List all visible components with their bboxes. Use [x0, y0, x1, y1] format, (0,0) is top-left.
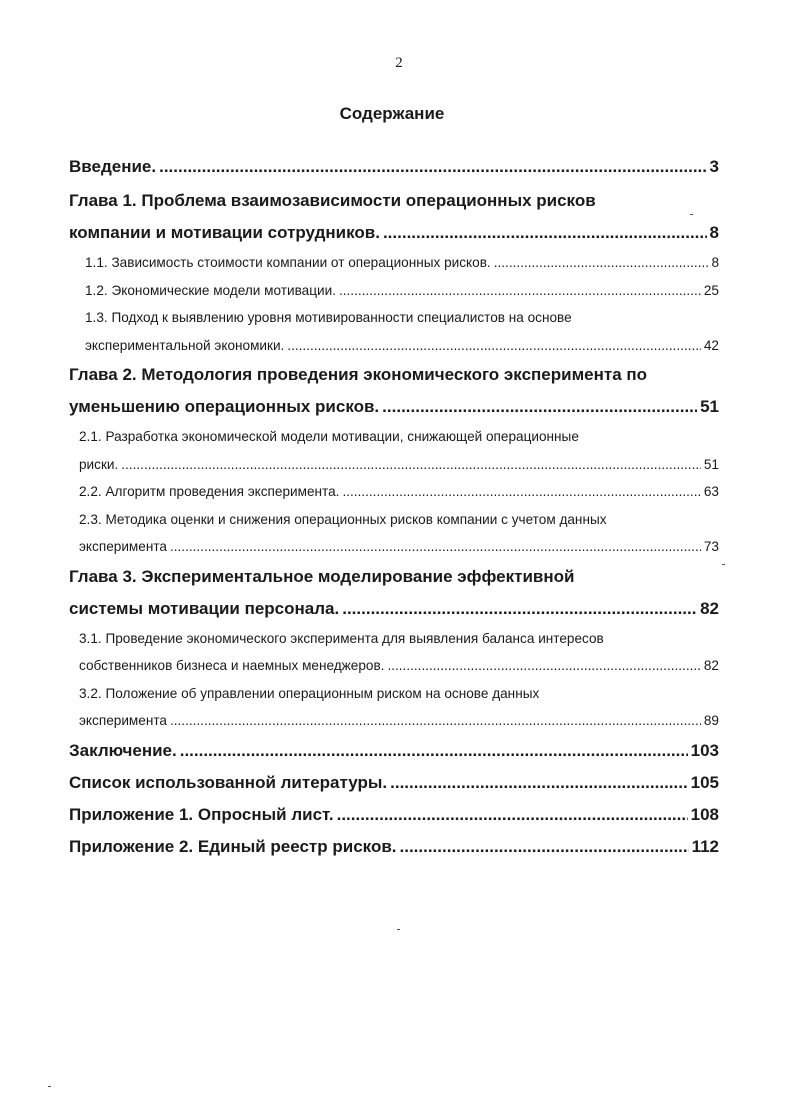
dot-leader	[342, 593, 697, 625]
toc-entry-label: 2.2. Алгоритм проведения эксперимента.	[79, 484, 340, 499]
toc-entry-continuation	[69, 332, 719, 360]
scan-speck	[722, 564, 725, 565]
toc-entry-page: 8	[711, 255, 719, 270]
toc-entry-page: 82	[703, 658, 719, 673]
toc-entry-page: 82	[700, 598, 719, 618]
toc-entry-label: риски.	[79, 456, 119, 472]
toc-entry-page: 3	[709, 157, 719, 176]
toc-section-1-1[interactable]	[69, 249, 719, 277]
toc-entry-label: 3.1. Проведение экономического эксперимента для выявления баланса интересов	[79, 630, 604, 646]
toc-entry-page: 108	[690, 804, 719, 824]
toc-section-1-2[interactable]	[69, 277, 719, 305]
dot-leader	[494, 249, 709, 277]
toc-chapter-title: Глава 2. Методология проведения экономического эксперимента по	[69, 365, 648, 384]
dot-leader	[400, 831, 689, 863]
toc-entry-label: Список использованной литературы.	[69, 772, 388, 792]
toc-entry-label: эксперимента	[79, 713, 167, 728]
dot-leader	[383, 217, 707, 249]
toc-section-2-2[interactable]	[69, 478, 719, 506]
toc-entry-page: 103	[690, 740, 719, 760]
toc-section-2-3[interactable]	[69, 506, 719, 561]
toc-chapter-title-end	[69, 391, 719, 423]
dot-leader	[159, 151, 706, 183]
toc-entry-label: 3.2. Положение об управлении операционным риском на основе данных	[79, 685, 540, 701]
toc-chapter-title: Глава 3. Экспериментальное моделирование эффективной	[69, 566, 575, 586]
toc-entry-label: собственников бизнеса и наемных менеджеров.	[79, 658, 385, 673]
table-of-contents	[69, 151, 719, 863]
toc-entry-label: эксперимента	[79, 539, 167, 554]
page-title: Содержание	[339, 104, 445, 123]
dot-leader	[287, 332, 701, 360]
toc-entry-label: Заключение.	[69, 740, 177, 760]
toc-entry-label: уменьшению операционных рисков.	[69, 397, 380, 416]
dot-leader	[390, 767, 688, 799]
toc-entry-page: 8	[709, 223, 719, 242]
toc-section-3-2[interactable]	[69, 680, 719, 735]
dot-leader	[170, 707, 701, 735]
toc-chapter-title: Глава 1. Проблема взаимозависимости операционных рисков	[69, 191, 596, 210]
toc-entry-label: компании и мотивации сотрудников.	[69, 223, 380, 242]
toc-chapter-2[interactable]	[69, 359, 719, 423]
toc-entry-page: 112	[691, 836, 719, 856]
dot-leader	[339, 277, 701, 305]
dot-leader	[342, 478, 700, 506]
toc-entry-label: экспериментальной экономики.	[85, 337, 285, 353]
dot-leader	[180, 735, 688, 767]
toc-entry-label: 1.3. Подход к выявлению уровня мотивированности специалистов на основе	[85, 310, 572, 325]
dot-leader	[387, 652, 700, 680]
toc-entry-conclusion[interactable]	[69, 735, 719, 767]
toc-entry-page: 51	[700, 397, 719, 416]
scan-speck	[397, 929, 400, 930]
toc-entry-label: Приложение 1. Опросный лист.	[69, 804, 334, 824]
dot-leader	[170, 533, 701, 561]
toc-section-1-3[interactable]	[69, 304, 719, 359]
toc-entry-page: 63	[703, 484, 719, 499]
toc-entry-label: Приложение 2. Единый реестр рисков.	[69, 836, 397, 856]
scan-speck	[48, 1086, 51, 1087]
toc-chapter-3[interactable]	[69, 561, 719, 625]
toc-entry-label: системы мотивации персонала.	[69, 598, 340, 618]
toc-entry-page: 42	[703, 337, 719, 353]
toc-chapter-title-end	[69, 217, 719, 249]
toc-entry-page: 73	[703, 539, 719, 554]
scan-speck	[690, 214, 693, 215]
toc-section-2-1[interactable]	[69, 423, 719, 478]
toc-chapter-title-end	[69, 593, 719, 625]
dot-leader	[382, 391, 697, 423]
dot-leader	[337, 799, 688, 831]
toc-chapter-1[interactable]	[69, 185, 719, 249]
toc-entry-page: 25	[703, 282, 719, 298]
dot-leader	[121, 451, 701, 479]
toc-entry-appendix-1[interactable]	[69, 799, 719, 831]
toc-entry-intro[interactable]	[69, 151, 719, 183]
toc-entry-references[interactable]	[69, 767, 719, 799]
toc-entry-continuation	[69, 707, 719, 735]
toc-entry-page: 51	[703, 456, 719, 472]
toc-entry-label: 2.3. Методика оценки и снижения операционных рисков компании с учетом данных	[79, 511, 607, 527]
toc-entry-appendix-2[interactable]	[69, 831, 719, 863]
toc-entry-label: 1.1. Зависимость стоимости компании от операционных рисков.	[85, 255, 491, 270]
toc-entry-continuation	[69, 451, 719, 479]
toc-section-3-1[interactable]	[69, 625, 719, 680]
toc-entry-label: 2.1. Разработка экономической модели мотивации, снижающей операционные	[79, 429, 579, 444]
toc-entry-label: 1.2. Экономические модели мотивации.	[85, 282, 336, 298]
toc-entry-continuation	[69, 533, 719, 561]
page-number: 2	[395, 55, 403, 71]
toc-entry-page: 105	[690, 772, 719, 792]
toc-entry-page: 89	[703, 713, 719, 728]
toc-entry-label: Введение.	[69, 157, 157, 176]
toc-entry-continuation	[69, 652, 719, 680]
